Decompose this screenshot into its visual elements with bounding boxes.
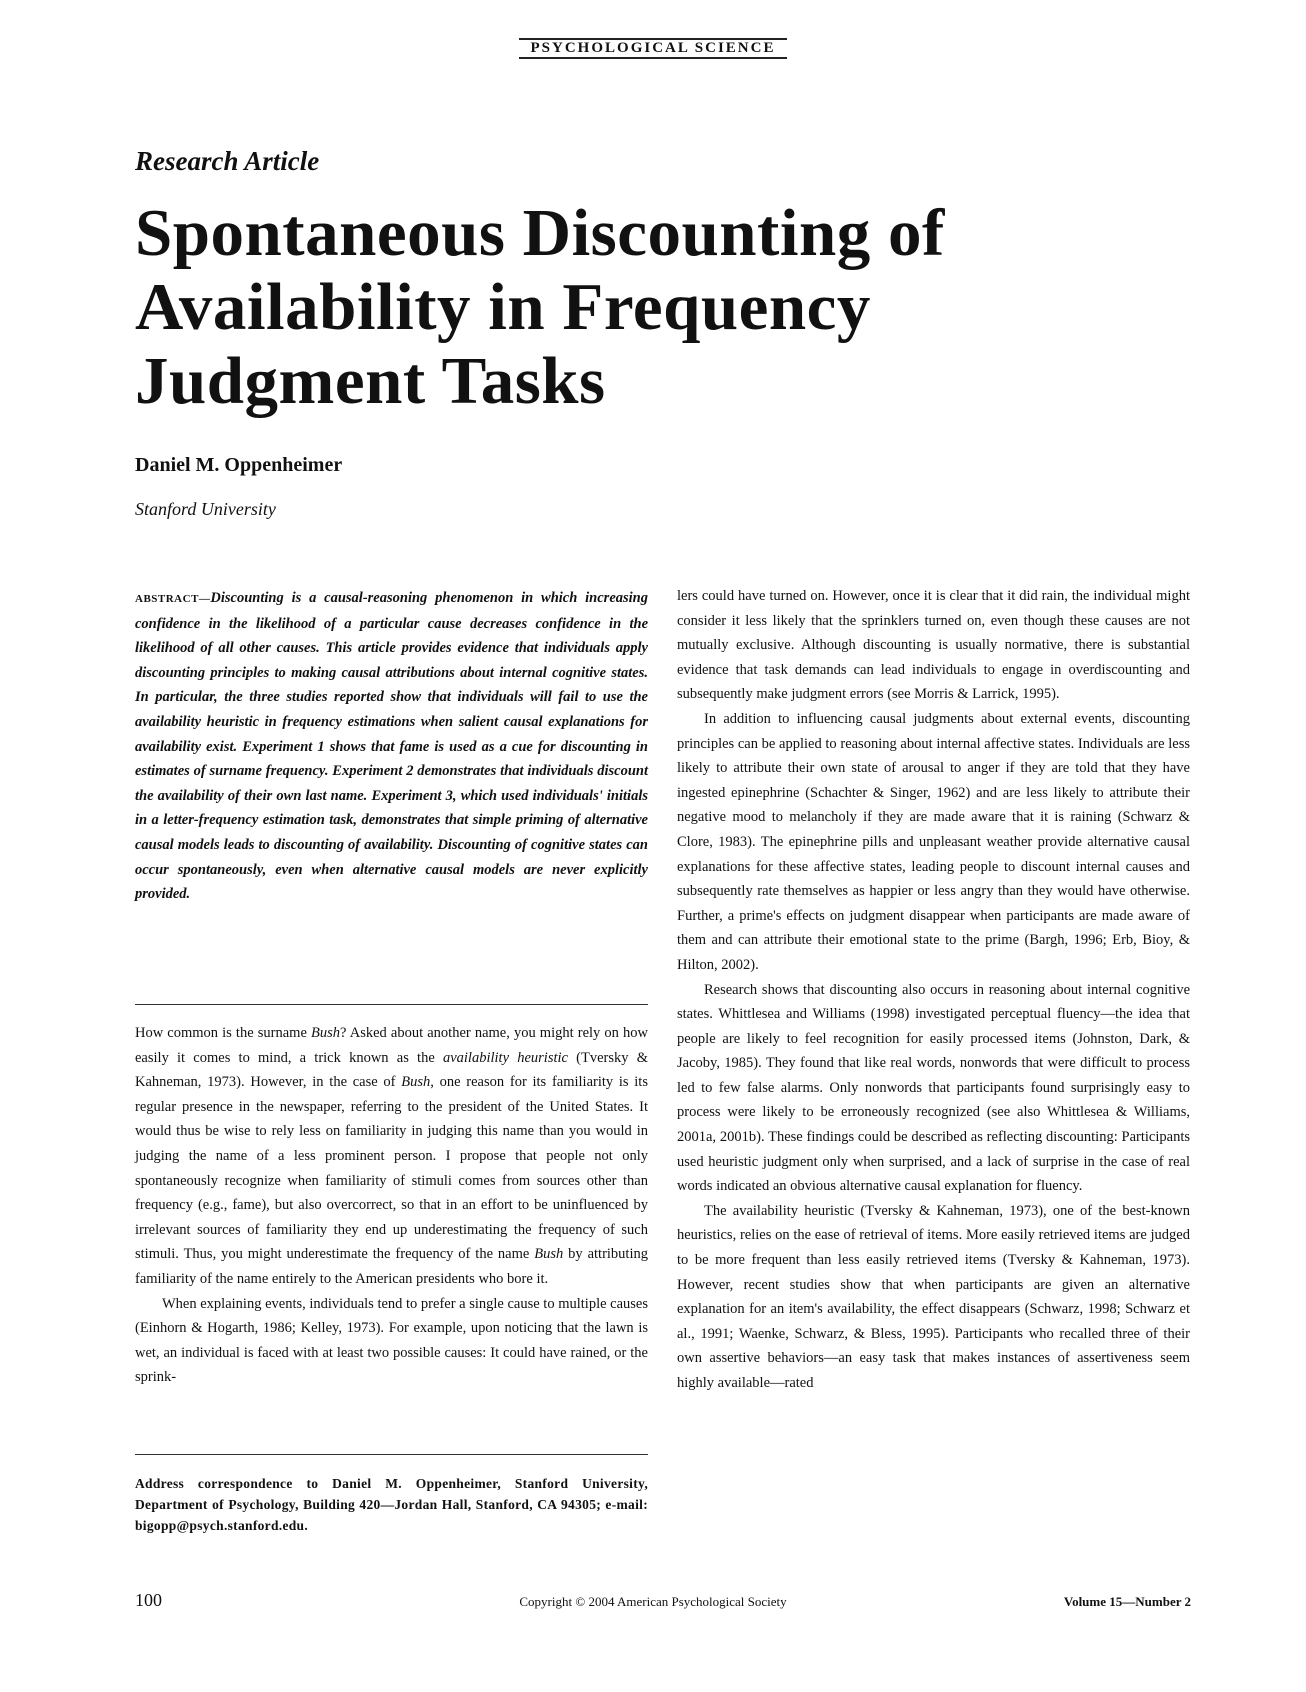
- body-paragraph: When explaining events, individuals tend to prefer a single cause to multiple causes (Einhorn & Hogarth, 1986; Kelley, 1973). For example, upon noticing that the lawn is wet, an individual is faced with at least two possible causes: It could have rained, or the sprink-: [135, 1295, 649, 1386]
- article-type: Research Article: [135, 146, 320, 176]
- body-paragraph: In addition to influencing causal judgments about external events, discounting principles can be applied to reasoning about internal affective states. Individuals are less likely to attribute their own state of arousal to anger if they are told that they have ingested epinephrine (Schachter & Singer, 1962) and are less likely to attribute their negative mood to melancholy if they are made aware that it is raining (Schwarz & Clore, 1983). The epinephrine pills and unpleasant weather provide alternative causal explanations for these affective states, leading people to discount internal causes and subsequently rate themselves as happier or less angry than they would have otherwise. Further, a prime's effects on judgment disappear when participants are made aware of them and can attribute their emotional state to the prime (Bargh, 1996; Erb, Bioy, & Hilton, 2002).: [677, 710, 1190, 973]
- author-name: Daniel M. Oppenheimer: [135, 454, 343, 476]
- author-affiliation: Stanford University: [135, 499, 276, 519]
- abstract-divider: [135, 1004, 648, 1005]
- abstract-text: Discounting is a causal-reasoning phenomenon in which increasing confidence in the likelihood of a particular cause decreases confidence in the likelihood of all other causes. This article provides evidence that individuals apply discounting principles to making causal attributions about internal cognitive states. In particular, the three studies reported show that individuals will fail to use the availability heuristic in frequency estimations when salient causal explanations for availability exist. Experiment 1 shows that fame is used as a cue for discounting in estimates of surname frequency. Experiment 2 demonstrates that individuals discount the availability of their own last name. Experiment 3, which used individuals' initials in a letter-frequency estimation task, demonstrates that simple priming of alternative causal models leads to discounting of availability. Discounting of cognitive states can occur spontaneously, even when alternative causal models are never explicitly provided.: [135, 590, 648, 903]
- body-paragraph: lers could have turned on. However, once it is clear that it did rain, the individual might consider it less likely that the sprinklers turned on, even though these causes are not mutually exclusive. Although discounting is usually normative, there is substantial evidence that task demands can lead individuals to engage in overdiscounting and subsequently make judgment errors (see Morris & Larrick, 1995).: [677, 588, 1190, 703]
- abstract: [135, 586, 648, 907]
- abstract-label: ABSTRACT—: [135, 593, 211, 605]
- journal-header: [0, 38, 1306, 59]
- body-paragraph: How common is the surname Bush? Asked about another name, you might rely on how easily it comes to mind, a trick known as the availability heuristic (Tversky & Kahneman, 1973). However, in the case of Bush, one reason for its familiarity is its regular presence in the newspaper, referring to the president of the United States. It would thus be wise to rely less on familiarity in judging this name than you would in judging the name of a less prominent person. I propose that people not only spontaneously recognize when familiarity of stimuli comes from sources other than frequency (e.g., fame), but also overcorrect, so that in an effort to be uninfluenced by irrelevant sources of familiarity they end up underestimating the frequency of such stimuli. Thus, you might underestimate the frequency of the name Bush by attributing familiarity of the name entirely to the American presidents who bore it.: [135, 1025, 649, 1287]
- volume-info: Volume 15—Number 2: [1063, 1594, 1191, 1609]
- body-paragraph: Research shows that discounting also occurs in reasoning about internal cognitive states. Whittlesea and Williams (1998) investigated perceptual fluency—the idea that people are likely to feel recognition for easily processed items (Johnston, Dark, & Jacoby, 1985). They found that like real words, nonwords that were difficult to process led to few false alarms. Only nonwords that participants found surprisingly easy to process were likely to be erroneously recognized (see also Whittlesea & Williams, 2001a, 2001b). These findings could be described as reflecting discounting: Participants used heuristic judgment only when surprised, and a lack of surprise in the case of real words indicated an obvious alternative causal explanation for fluency.: [677, 981, 1190, 1195]
- body-left-column: [135, 1021, 648, 1390]
- body-paragraph: The availability heuristic (Tversky & Kahneman, 1973), one of the best-known heuristics, relies on the ease of retrieval of items. More easily retrieved items are judged to be more frequent than less easily retrieved items (Tversky & Kahneman, 1973). However, recent studies show that when participants are given an alternative explanation for an item's availability, the effect disappears (Schwarz, 1998; Schwarz et al., 1991; Waenke, Schwarz, & Bless, 1995). Participants who recalled three of their own assertive behaviors—an easy task that makes instances of assertiveness seem highly available—rated: [677, 1202, 1190, 1391]
- copyright-notice: Copyright © 2004 American Psychological Society: [519, 1594, 787, 1609]
- page-number: 100: [135, 1590, 162, 1610]
- journal-name: PSYCHOLOGICAL SCIENCE: [519, 38, 788, 59]
- article-title: Spontaneous Discounting of Availability in Frequency Judgment Tasks: [135, 196, 945, 418]
- correspondence-address: Address correspondence to Daniel M. Oppenheimer, Stanford University, Department of Psychology, Building 420—Jordan Hall, Stanford, CA 94305; e-mail: bigopp@psych.stanford.edu.: [135, 1476, 648, 1533]
- footnote-divider: [135, 1454, 648, 1455]
- body-right-column: [677, 584, 1190, 1396]
